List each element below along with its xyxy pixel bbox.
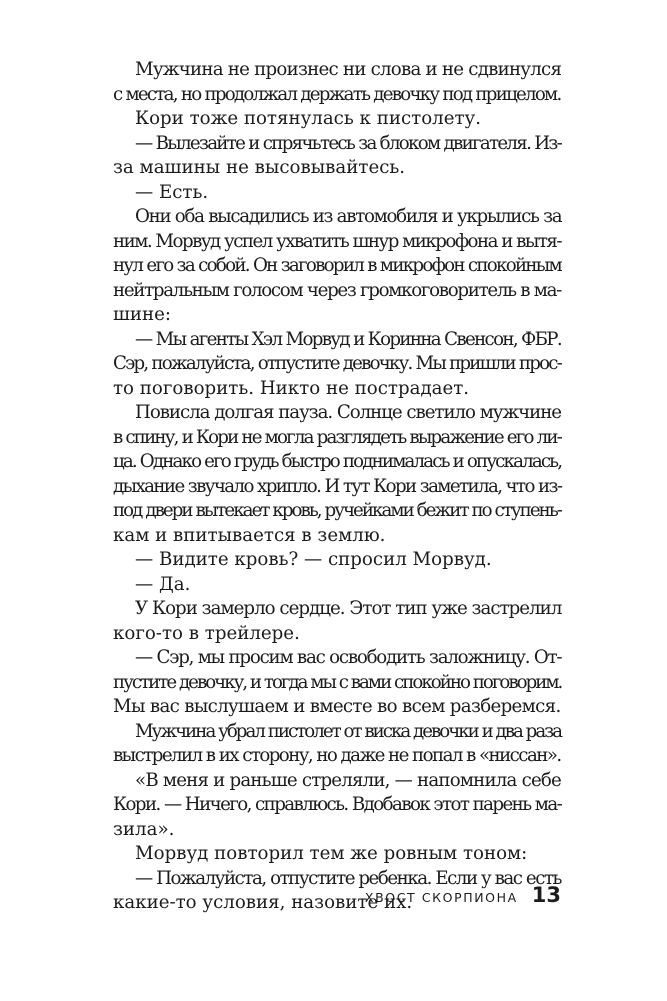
text-line: дыхание звучало хрипло. И тут Кори заметила, что из- (113, 475, 562, 497)
text-line: то поговорить. Никто не пострадает. (113, 377, 470, 399)
text-line: Повисла долгая пауза. Солнце светило мужчине (135, 402, 561, 423)
text-line: — Мы агенты Хэл Морвуд и Коринна Свенсон, ФБР. (135, 328, 561, 350)
text-line: Мы вас выслушаем и вместе во всем разберемся. (113, 696, 561, 717)
text-line: — Есть. (135, 181, 209, 203)
text-line: с места, но продолжал держать девочку под прицелом. (113, 83, 561, 105)
text-line: ним. Морвуд успел ухватить шнур микрофона и вытя- (113, 230, 561, 252)
page-number: 13 (531, 883, 561, 907)
text-line: — Пожалуйста, отпустите ребенка. Если у вас есть (135, 867, 561, 889)
text-line: нул его за собой. Он заговорил в микрофон спокойным (113, 255, 561, 276)
text-line: — Да. (135, 573, 191, 595)
text-line: нейтральным голосом через громкоговоритель в ма- (113, 279, 561, 301)
text-line: кого-то в трейлере. (113, 622, 300, 644)
text-line: под двери вытекает кровь, ручейками бежит по ступень- (113, 500, 561, 521)
text-line: выстрелил в их сторону, но даже не попал в «ниссан». (113, 745, 561, 766)
text-line: Кори. — Ничего, справлюсь. Вдобавок этот парень ма- (113, 794, 562, 815)
body-text (113, 58, 561, 916)
text-line: шине: (113, 304, 172, 325)
text-line: — Видите кровь? — спросил Морвуд. (135, 549, 492, 570)
text-line: Кори тоже потянулась к пистолету. (135, 108, 482, 129)
text-line: ца. Однако его грудь быстро поднималась и опускалась, (113, 451, 562, 472)
text-line: Мужчина убрал пистолет от виска девочки и два раза (135, 720, 562, 742)
text-line: У Кори замерло сердце. Этот тип уже застрелил (135, 598, 562, 619)
text-line: Морвуд повторил тем же ровным тоном: (135, 843, 528, 864)
text-line: за машины не высовывайтесь. (113, 157, 406, 178)
text-line: Мужчина не произнес ни слова и не сдвинулся (135, 59, 562, 80)
text-line: — Сэр, мы просим вас освободить заложницу. От- (135, 647, 562, 668)
page-footer (340, 883, 561, 911)
text-line: пустите девочку, и тогда мы с вами спокойно поговорим. (113, 671, 562, 693)
text-line: какие-то условия, назовите их. (113, 892, 413, 913)
text-line: Они оба высадились из автомобиля и укрылись за (135, 206, 562, 227)
text-line: кам и впитывается в землю. (113, 524, 386, 546)
text-line: — Вылезайте и спрячьтесь за блоком двигателя. Из- (135, 132, 562, 154)
text-line: зила». (113, 818, 175, 840)
text-line: Сэр, пожалуйста, отпустите девочку. Мы пришли прос- (113, 353, 561, 374)
text-line: в спину, и Кори не могла разглядеть выражение его ли- (113, 426, 561, 448)
text-line: «В меня и раньше стреляли, — напомнила себе (135, 769, 561, 791)
running-head: ХВОСТ СКОРПИОНА (364, 890, 518, 905)
